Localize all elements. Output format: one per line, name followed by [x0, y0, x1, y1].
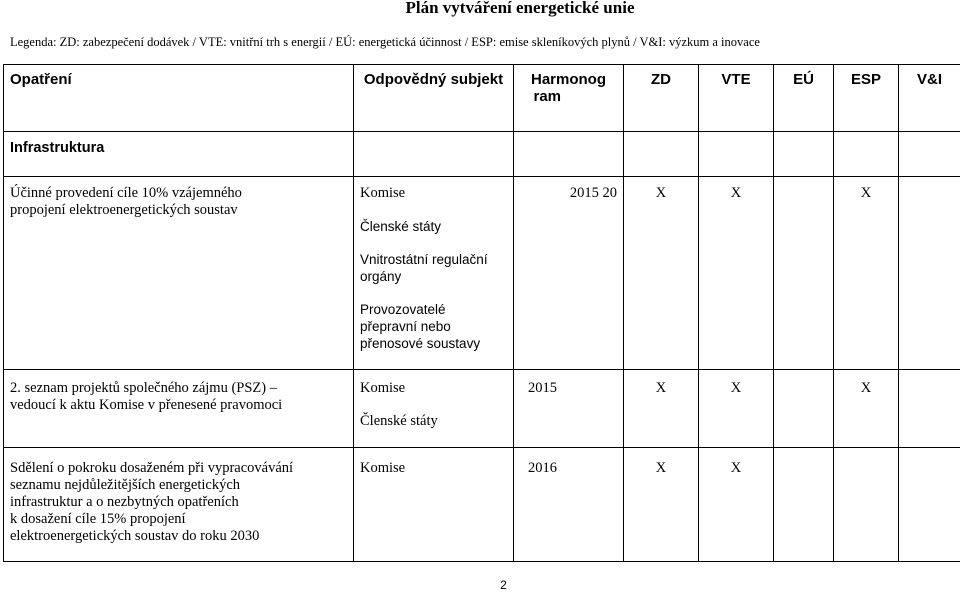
measure-cell	[4, 448, 354, 562]
esp-cell: X	[834, 370, 899, 448]
eu-cell	[774, 448, 834, 562]
col-header-responsible: Odpovědný subjekt	[354, 65, 514, 132]
measure-line: Sdělení o pokroku dosaženém při vypracovávání	[10, 460, 294, 476]
schedule-header-line2: ram	[533, 88, 562, 105]
table-row	[4, 448, 960, 562]
page-title: Plán vytváření energetické unie	[405, 0, 635, 17]
eu-cell	[774, 370, 834, 448]
responsible-cell	[354, 177, 514, 370]
responsible-item: Provozovatelé	[360, 302, 446, 317]
esp-cell: X	[834, 177, 899, 370]
measure-line: seznamu nejdůležitějších energetických	[10, 477, 241, 493]
zd-cell: X	[624, 370, 699, 448]
measure-line: propojení elektroenergetických soustav	[10, 202, 238, 218]
col-header-esp: ESP	[834, 65, 899, 132]
responsible-item: Členské státy	[360, 413, 438, 429]
vi-cell	[899, 177, 960, 370]
vte-cell: X	[699, 177, 774, 370]
schedule-cell: 2016	[514, 448, 624, 562]
responsible-item: Členské státy	[360, 219, 442, 234]
col-header-vte: VTE	[699, 65, 774, 132]
schedule-header-line1: Harmonog	[531, 71, 606, 88]
col-header-measure: Opatření	[4, 65, 354, 132]
table-row	[4, 177, 960, 370]
page-number: 2	[500, 578, 507, 592]
col-header-schedule	[514, 65, 624, 132]
col-header-vi: V&I	[899, 65, 960, 132]
responsible-item: orgány	[360, 269, 402, 284]
responsible-item: Komise	[360, 380, 406, 396]
responsible-item: Komise	[360, 185, 406, 201]
section-row	[4, 132, 960, 177]
measure-line: 2. seznam projektů společného zájmu (PSZ) –	[10, 380, 277, 396]
responsible-item: Vnitrostátní regulační	[360, 252, 488, 267]
table-row	[4, 370, 960, 448]
schedule-cell: 2015 20	[514, 177, 624, 370]
measure-line: vedoucí k aktu Komise v přenesené pravomoci	[10, 397, 283, 413]
responsible-item: Komise	[360, 460, 406, 476]
measure-cell	[4, 177, 354, 370]
responsible-item: přepravní nebo	[360, 319, 451, 334]
responsible-item: přenosové soustavy	[360, 336, 481, 351]
action-plan-table	[3, 64, 960, 562]
measure-line: k dosažení cíle 15% propojení	[10, 511, 186, 527]
header-row	[4, 65, 960, 132]
measure-cell	[4, 370, 354, 448]
col-header-zd: ZD	[624, 65, 699, 132]
col-header-eu: EÚ	[774, 65, 834, 132]
esp-cell	[834, 448, 899, 562]
responsible-cell	[354, 448, 514, 562]
vte-cell: X	[699, 448, 774, 562]
eu-cell	[774, 177, 834, 370]
measure-line: infrastruktur a o nezbytných opatřeních	[10, 494, 239, 510]
responsible-cell	[354, 370, 514, 448]
zd-cell: X	[624, 448, 699, 562]
legend: Legenda: ZD: zabezpečení dodávek / VTE: vnitřní trh s energií / EÚ: energetická účinnost / ESP: emise skleníkových plynů / V&I: výzkum a inovace	[10, 35, 760, 49]
schedule-cell: 2015	[514, 370, 624, 448]
zd-cell: X	[624, 177, 699, 370]
measure-line: Účinné provedení cíle 10% vzájemného	[10, 185, 242, 201]
vi-cell	[899, 448, 960, 562]
vte-cell: X	[699, 370, 774, 448]
measure-line: elektroenergetických soustav do roku 2030	[10, 528, 260, 544]
vi-cell	[899, 370, 960, 448]
section-title: Infrastruktura	[4, 132, 354, 177]
